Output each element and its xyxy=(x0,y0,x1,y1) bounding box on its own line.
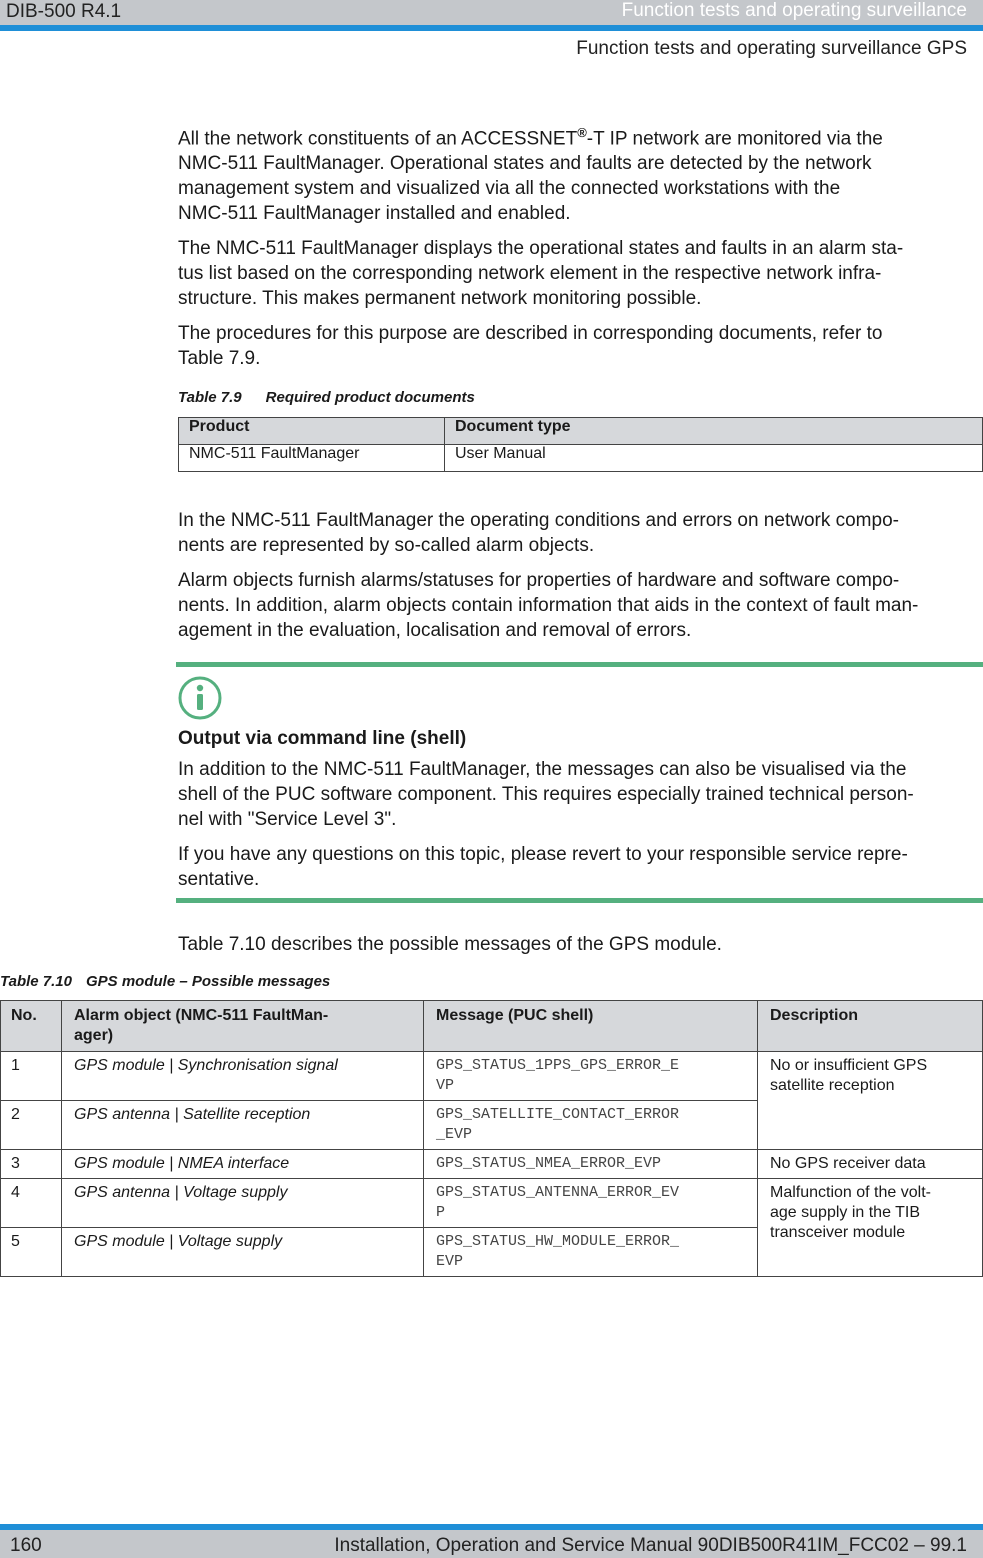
alarm-objects-text xyxy=(178,508,983,653)
column-header-document-type: Document type xyxy=(445,418,983,445)
header-accent-line xyxy=(0,25,983,31)
cell-alarm-object: GPS module | NMEA interface xyxy=(62,1150,424,1179)
note-title: Output via command line (shell) xyxy=(178,728,467,749)
page-number: 160 xyxy=(10,1535,42,1556)
main-content xyxy=(178,120,983,381)
note-bottom-rule xyxy=(176,898,983,903)
table-row xyxy=(1,1179,983,1228)
table-7-10-caption: Table 7.10 GPS module – Possible messages xyxy=(0,973,331,990)
alarm-paragraph-1: In the NMC-511 FaultManager the operating conditions and errors on network compo- nents are represented by so-called alarm objects. xyxy=(178,510,899,556)
document-id: DIB-500 R4.1 xyxy=(6,1,122,22)
note-box xyxy=(178,726,983,902)
cell-message: GPS_STATUS_1PPS_GPS_ERROR_E VP xyxy=(424,1052,758,1101)
note-top-rule xyxy=(176,662,983,667)
cell-no: 1 xyxy=(1,1052,62,1101)
table-row xyxy=(179,445,983,472)
cell-description: Malfunction of the volt- age supply in the TIB transceiver module xyxy=(758,1179,983,1277)
chapter-title: Function tests and operating surveillance xyxy=(621,0,967,21)
cell-alarm-object: GPS module | Synchronisation signal xyxy=(62,1052,424,1101)
intro-paragraph-2: The NMC-511 FaultManager displays the operational states and faults in an alarm sta- tus list based on the corresponding network element in the respective network infra- structure. This makes permanent network monitoring possible. xyxy=(178,238,904,310)
table-row xyxy=(1,1052,983,1101)
cell-message: GPS_STATUS_NMEA_ERROR_EVP xyxy=(424,1150,758,1179)
table-7-10-intro: Table 7.10 describes the possible messages of the GPS module. xyxy=(178,934,722,955)
cell-message: GPS_STATUS_ANTENNA_ERROR_EV P xyxy=(424,1179,758,1228)
table-row xyxy=(1,1150,983,1179)
info-icon xyxy=(178,676,222,725)
registered-mark: ® xyxy=(577,125,587,140)
cell-no: 5 xyxy=(1,1228,62,1277)
cell-no: 4 xyxy=(1,1179,62,1228)
cell-no: 3 xyxy=(1,1150,62,1179)
cell-no: 2 xyxy=(1,1101,62,1150)
cell-message: GPS_SATELLITE_CONTACT_ERROR _EVP xyxy=(424,1101,758,1150)
cell-product: NMC-511 FaultManager xyxy=(179,445,445,472)
cell-description: No or insufficient GPS satellite reception xyxy=(758,1052,983,1150)
footer-document-title: Installation, Operation and Service Manual 90DIB500R41IM_FCC02 – 99.1 xyxy=(334,1535,967,1556)
table-header-row xyxy=(1,1001,983,1052)
column-header-alarm-object: Alarm object (NMC-511 FaultMan- ager) xyxy=(62,1001,424,1052)
note-paragraph-1: In addition to the NMC-511 FaultManager, the messages can also be visualised via the shell of the PUC software component. This requires especially trained technical person- nel with "Service Level 3". xyxy=(178,759,914,830)
cell-document-type: User Manual xyxy=(445,445,983,472)
cell-alarm-object: GPS module | Voltage supply xyxy=(62,1228,424,1277)
column-header-description: Description xyxy=(758,1001,983,1052)
intro-paragraph-3: The procedures for this purpose are described in corresponding documents, refer to Table 7.9. xyxy=(178,323,883,370)
section-title: Function tests and operating surveillance GPS xyxy=(576,38,967,59)
column-header-message: Message (PUC shell) xyxy=(424,1001,758,1052)
cell-alarm-object: GPS antenna | Satellite reception xyxy=(62,1101,424,1150)
alarm-paragraph-2: Alarm objects furnish alarms/statuses for properties of hardware and software compo- nents. In addition, alarm objects contain information that aids in the context of fault man- agement in the evaluation, localisation and removal of errors. xyxy=(178,570,919,641)
gps-messages-table xyxy=(0,1000,983,1277)
table-7-9-caption: Table 7.9 Required product documents xyxy=(178,389,475,406)
column-header-product: Product xyxy=(179,418,445,445)
intro-paragraph-1: All the network constituents of an ACCESSNET®-T IP network are monitored via the NMC-511 FaultManager. Operational states and faults are detected by the network management system and visualized via all the connected workstations with the NMC-511 FaultManager installed and enabled. xyxy=(178,125,883,225)
cell-description: No GPS receiver data xyxy=(758,1150,983,1179)
required-documents-table xyxy=(178,417,983,472)
cell-message: GPS_STATUS_HW_MODULE_ERROR_ EVP xyxy=(424,1228,758,1277)
table-header-row xyxy=(179,418,983,445)
column-header-no: No. xyxy=(1,1001,62,1052)
note-paragraph-2: If you have any questions on this topic, please revert to your responsible service repre- sentative. xyxy=(178,844,908,890)
cell-alarm-object: GPS antenna | Voltage supply xyxy=(62,1179,424,1228)
